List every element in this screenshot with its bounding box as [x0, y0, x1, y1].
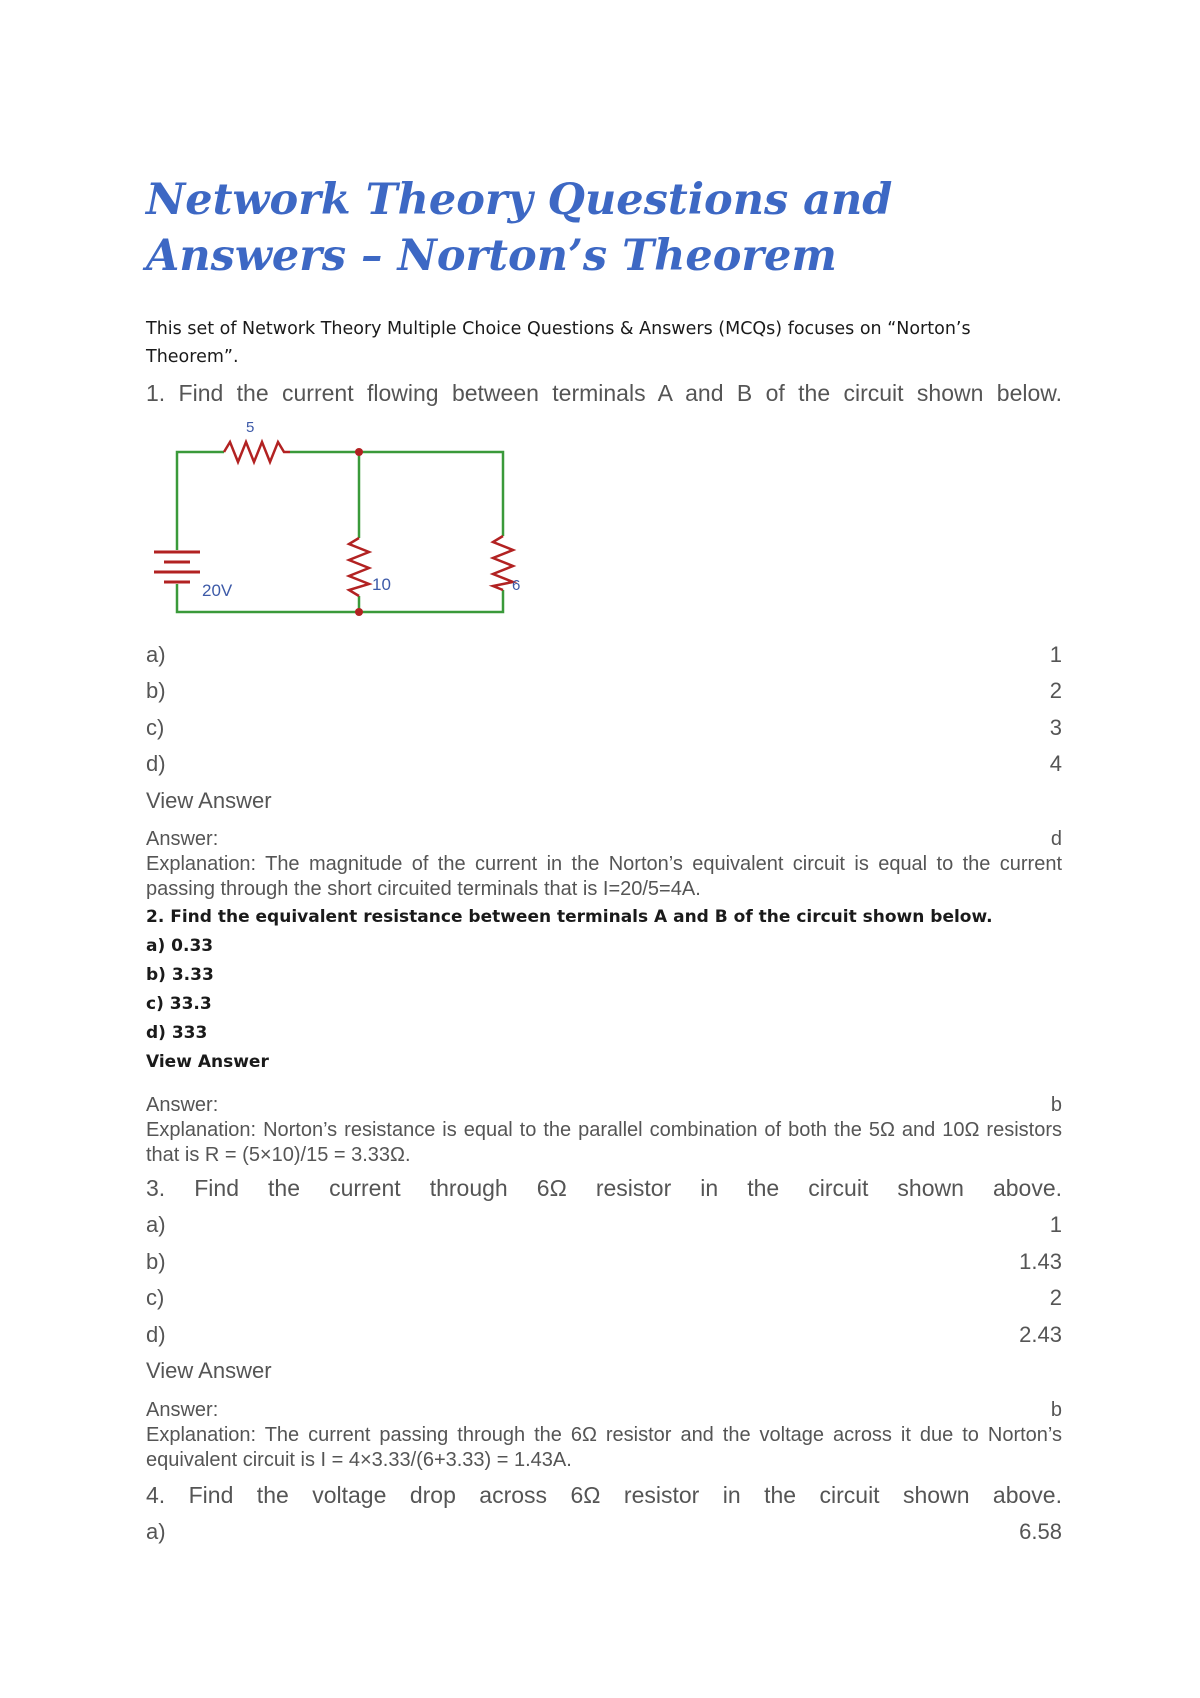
q2-option-d: d) 333	[146, 1023, 208, 1043]
q2-option-a: a) 0.33	[146, 936, 214, 956]
question-2: 2. Find the equivalent resistance between terminals A and B of the circuit shown below.	[146, 907, 993, 927]
question-4: 4. Find the voltage drop across 6Ω resistor in the circuit shown above.	[146, 1482, 1062, 1508]
q1-option-d: d) 4	[146, 751, 1062, 776]
q1-option-b: b) 2	[146, 678, 1062, 703]
q3-option-d: d) 2.43	[146, 1322, 1062, 1347]
resistor-5	[224, 442, 290, 462]
q2-answer: Answer: b	[146, 1094, 1062, 1116]
resistor-10-label: 10	[372, 575, 391, 594]
q2-option-b: b) 3.33	[146, 965, 214, 985]
circuit-diagram	[146, 418, 546, 618]
q1-explanation: Explanation: The magnitude of the current in the Norton’s equivalent circuit is equal to the current passing through the short circuited terminals that is I=20/5=4A.	[146, 853, 1062, 900]
q3-answer: Answer: b	[146, 1399, 1062, 1421]
battery-icon	[154, 552, 200, 582]
q2-view-answer-link[interactable]: View Answer	[146, 1052, 269, 1072]
node-top	[355, 448, 363, 456]
resistor-5-label: 5	[246, 419, 255, 436]
q1-option-c: c) 3	[146, 715, 1062, 740]
resistor-6-label: 6	[512, 577, 521, 594]
q1-view-answer-link[interactable]: View Answer	[146, 788, 272, 813]
q3-option-a: a) 1	[146, 1212, 1062, 1237]
source-label: 20V	[202, 581, 233, 600]
page-title: Network Theory Questions and Answers – Norton’s Theorem	[146, 175, 893, 281]
node-bottom	[355, 608, 363, 616]
resistor-6	[493, 536, 513, 590]
resistor-10	[349, 538, 369, 596]
q3-view-answer-link[interactable]: View Answer	[146, 1358, 272, 1383]
q3-option-c: c) 2	[146, 1285, 1062, 1310]
intro-text: This set of Network Theory Multiple Choice Questions & Answers (MCQs) focuses on “Norton’s Theorem”.	[146, 319, 971, 367]
q2-option-c: c) 33.3	[146, 994, 212, 1014]
q1-option-a: a) 1	[146, 642, 1062, 667]
question-1: 1. Find the current flowing between terminals A and B of the circuit shown below.	[146, 380, 1062, 406]
q4-option-a: a) 6.58	[146, 1519, 1062, 1544]
q3-option-b: b) 1.43	[146, 1249, 1062, 1274]
question-3: 3. Find the current through 6Ω resistor in the circuit shown above.	[146, 1175, 1062, 1201]
q1-answer: Answer: d	[146, 828, 1062, 850]
q2-explanation: Explanation: Norton’s resistance is equal to the parallel combination of both the 5Ω and 10Ω resistors that is R = (5×10)/15 = 3.33Ω.	[146, 1119, 1062, 1166]
q3-explanation: Explanation: The current passing through the 6Ω resistor and the voltage across it due to Norton’s equivalent circuit is I = 4×3.33/(6+3.33) = 1.43A.	[146, 1424, 1062, 1471]
